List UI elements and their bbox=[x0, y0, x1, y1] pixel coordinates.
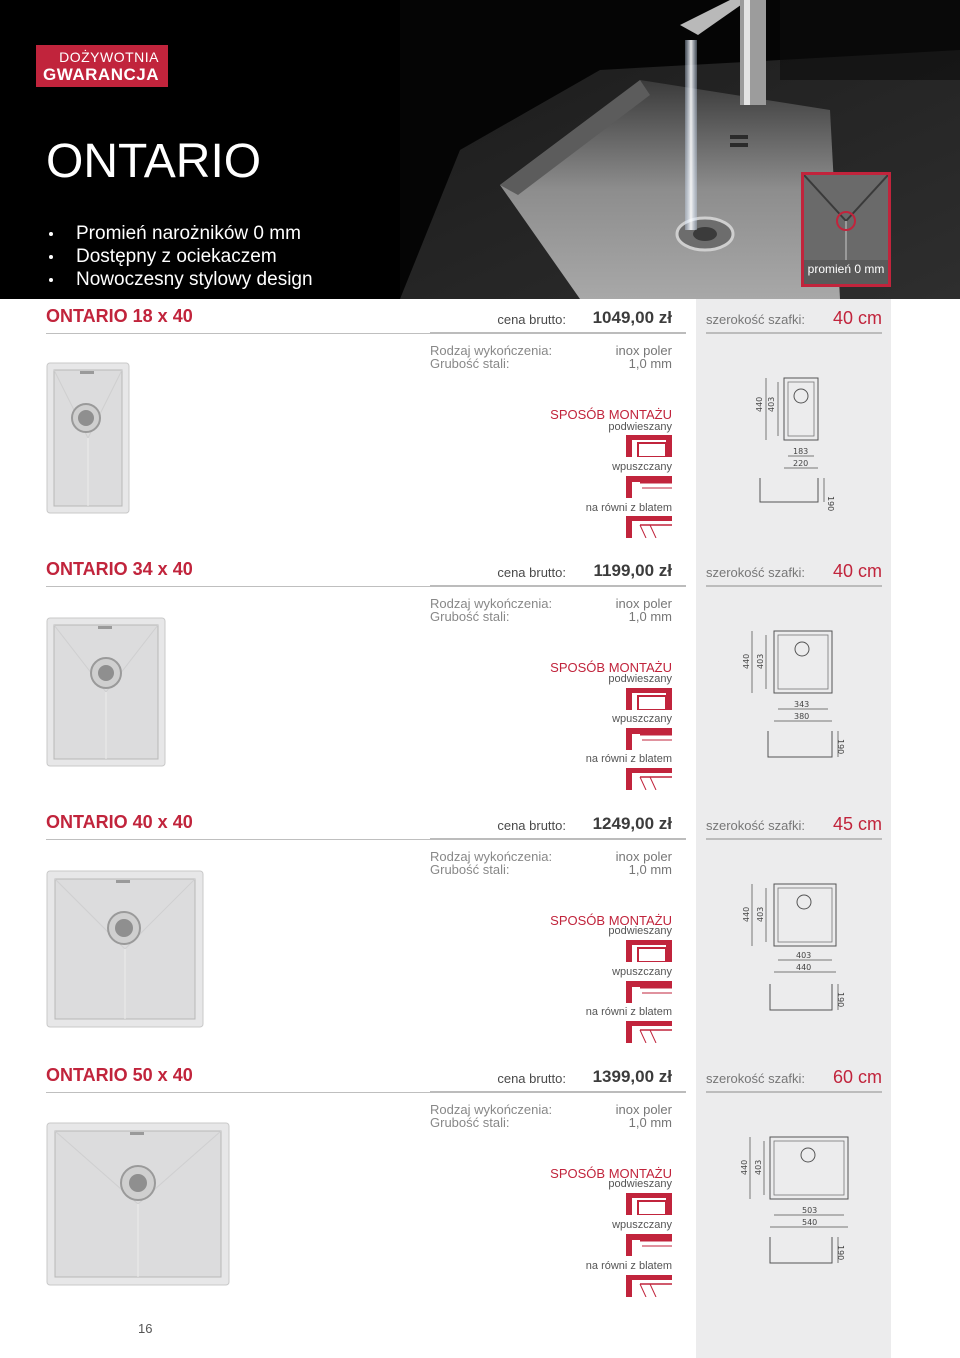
feature-list bbox=[46, 222, 313, 291]
thickness-value: 1,0 mm bbox=[628, 356, 672, 371]
divider bbox=[430, 1091, 686, 1093]
divider bbox=[430, 585, 686, 587]
price-label: cena brutto: bbox=[497, 1071, 566, 1086]
badge-line2: GWARANCJA bbox=[43, 65, 159, 84]
price-value: 1249,00 zł bbox=[592, 814, 672, 833]
product-name: ONTARIO 50 x 40 bbox=[46, 1065, 193, 1085]
price-value: 1199,00 zł bbox=[593, 561, 672, 580]
inset-mount-icon bbox=[626, 728, 672, 750]
finish-value: inox poler bbox=[615, 849, 672, 864]
dim-depth: 190 bbox=[826, 496, 835, 512]
mount-label-undermount: podwieszany bbox=[608, 1178, 672, 1190]
finish-label: Rodzaj wykończenia: bbox=[430, 1102, 553, 1117]
thickness-value: 1,0 mm bbox=[628, 862, 672, 877]
page-number: 16 bbox=[138, 1321, 153, 1336]
dim-inner-width: 403 bbox=[796, 951, 812, 960]
inset-mount-icon bbox=[626, 1234, 672, 1256]
dim-outer-height: 440 bbox=[755, 396, 764, 412]
mount-label-flush: na równi z blatem bbox=[585, 1260, 672, 1272]
finish-label: Rodzaj wykończenia: bbox=[430, 849, 553, 864]
cabinet-label: szerokość szafki: bbox=[706, 312, 805, 327]
finish-value: inox poler bbox=[615, 1102, 672, 1117]
flush-mount-icon bbox=[626, 516, 672, 538]
thickness-label: Grubość stali: bbox=[430, 1115, 510, 1130]
divider bbox=[706, 838, 882, 840]
cabinet-value: 45 cm bbox=[832, 814, 882, 834]
mounting-title: SPOSÓB MONTAŻU bbox=[550, 407, 672, 422]
thickness-value: 1,0 mm bbox=[628, 609, 672, 624]
page-title: ONTARIO bbox=[46, 135, 262, 188]
product-name: ONTARIO 18 x 40 bbox=[46, 306, 193, 326]
mount-label-undermount: podwieszany bbox=[608, 421, 672, 433]
feature-item: Dostępny z ociekaczem bbox=[46, 245, 313, 268]
thickness-label: Grubość stali: bbox=[430, 862, 510, 877]
mount-label-inset: wpuszczany bbox=[612, 713, 672, 725]
dimension-drawing bbox=[740, 876, 890, 1036]
cabinet-label: szerokość szafki: bbox=[706, 565, 805, 580]
flush-mount-icon bbox=[626, 768, 672, 790]
cabinet-value: 60 cm bbox=[832, 1067, 882, 1087]
price-value: 1049,00 zł bbox=[592, 308, 672, 327]
dim-inner-height: 403 bbox=[756, 653, 765, 669]
dim-inner-height: 403 bbox=[754, 1159, 763, 1175]
divider bbox=[706, 332, 882, 334]
finish-value: inox poler bbox=[615, 343, 672, 358]
inset-mount-icon bbox=[626, 981, 672, 1003]
divider bbox=[706, 1091, 882, 1093]
product-block bbox=[0, 806, 960, 1060]
dim-outer-width: 220 bbox=[793, 459, 809, 468]
divider bbox=[430, 838, 686, 840]
dim-inner-height: 403 bbox=[767, 396, 776, 412]
dim-outer-height: 440 bbox=[740, 1159, 749, 1175]
product-block bbox=[0, 553, 960, 807]
dimension-drawing bbox=[740, 623, 890, 783]
flush-mount-icon bbox=[626, 1021, 672, 1043]
mount-label-flush: na równi z blatem bbox=[585, 1006, 672, 1018]
dim-inner-height: 403 bbox=[756, 906, 765, 922]
lifetime-warranty-badge bbox=[36, 45, 168, 87]
dim-inner-width: 343 bbox=[794, 700, 810, 709]
mount-label-inset: wpuszczany bbox=[612, 966, 672, 978]
corner-detail-image bbox=[804, 175, 888, 260]
divider bbox=[430, 332, 686, 334]
finish-label: Rodzaj wykończenia: bbox=[430, 596, 553, 611]
mounting-title: SPOSÓB MONTAŻU bbox=[550, 660, 672, 675]
dim-inner-width: 503 bbox=[802, 1206, 818, 1215]
dimension-drawing bbox=[740, 1129, 890, 1289]
cabinet-value: 40 cm bbox=[832, 308, 882, 328]
dim-depth: 190 bbox=[836, 992, 845, 1008]
feature-item: Promień narożników 0 mm bbox=[46, 222, 313, 245]
price-value: 1399,00 zł bbox=[592, 1067, 672, 1086]
inset-mount-icon bbox=[626, 476, 672, 498]
dim-outer-height: 440 bbox=[742, 653, 751, 669]
dimension-drawing bbox=[740, 370, 890, 530]
mount-label-inset: wpuszczany bbox=[612, 1219, 672, 1231]
undermount-icon bbox=[626, 1193, 672, 1215]
mount-label-undermount: podwieszany bbox=[608, 673, 672, 685]
sink-product-image bbox=[46, 362, 130, 514]
undermount-icon bbox=[626, 688, 672, 710]
dim-outer-height: 440 bbox=[742, 906, 751, 922]
dim-outer-width: 380 bbox=[794, 712, 810, 721]
mounting-title: SPOSÓB MONTAŻU bbox=[550, 1166, 672, 1181]
hero-banner bbox=[0, 0, 960, 299]
price-label: cena brutto: bbox=[497, 565, 566, 580]
finish-label: Rodzaj wykończenia: bbox=[430, 343, 553, 358]
price-label: cena brutto: bbox=[497, 818, 566, 833]
mount-label-inset: wpuszczany bbox=[612, 461, 672, 473]
thickness-label: Grubość stali: bbox=[430, 356, 510, 371]
cabinet-label: szerokość szafki: bbox=[706, 1071, 805, 1086]
mount-label-flush: na równi z blatem bbox=[585, 502, 672, 514]
feature-item: Nowoczesny stylowy design bbox=[46, 268, 313, 291]
thickness-value: 1,0 mm bbox=[628, 1115, 672, 1130]
price-label: cena brutto: bbox=[497, 312, 566, 327]
cabinet-value: 40 cm bbox=[832, 561, 882, 581]
dim-depth: 190 bbox=[836, 1245, 845, 1261]
undermount-icon bbox=[626, 940, 672, 962]
finish-value: inox poler bbox=[615, 596, 672, 611]
product-name: ONTARIO 34 x 40 bbox=[46, 559, 193, 579]
mounting-title: SPOSÓB MONTAŻU bbox=[550, 913, 672, 928]
dim-outer-width: 440 bbox=[796, 963, 812, 972]
dim-depth: 190 bbox=[836, 739, 845, 755]
dim-outer-width: 540 bbox=[802, 1218, 818, 1227]
sink-product-image bbox=[46, 870, 204, 1028]
divider bbox=[706, 585, 882, 587]
mount-label-undermount: podwieszany bbox=[608, 925, 672, 937]
mount-label-flush: na równi z blatem bbox=[585, 753, 672, 765]
sink-product-image bbox=[46, 1122, 230, 1286]
inset-label: promień 0 mm bbox=[807, 262, 885, 276]
product-block bbox=[0, 1059, 960, 1313]
dim-inner-width: 183 bbox=[793, 447, 809, 456]
sink-product-image bbox=[46, 617, 166, 767]
flush-mount-icon bbox=[626, 1275, 672, 1297]
product-name: ONTARIO 40 x 40 bbox=[46, 812, 193, 832]
product-block bbox=[0, 300, 960, 554]
thickness-label: Grubość stali: bbox=[430, 609, 510, 624]
badge-line1: DOŻYWOTNIA bbox=[59, 49, 159, 65]
cabinet-label: szerokość szafki: bbox=[706, 818, 805, 833]
undermount-icon bbox=[626, 435, 672, 457]
